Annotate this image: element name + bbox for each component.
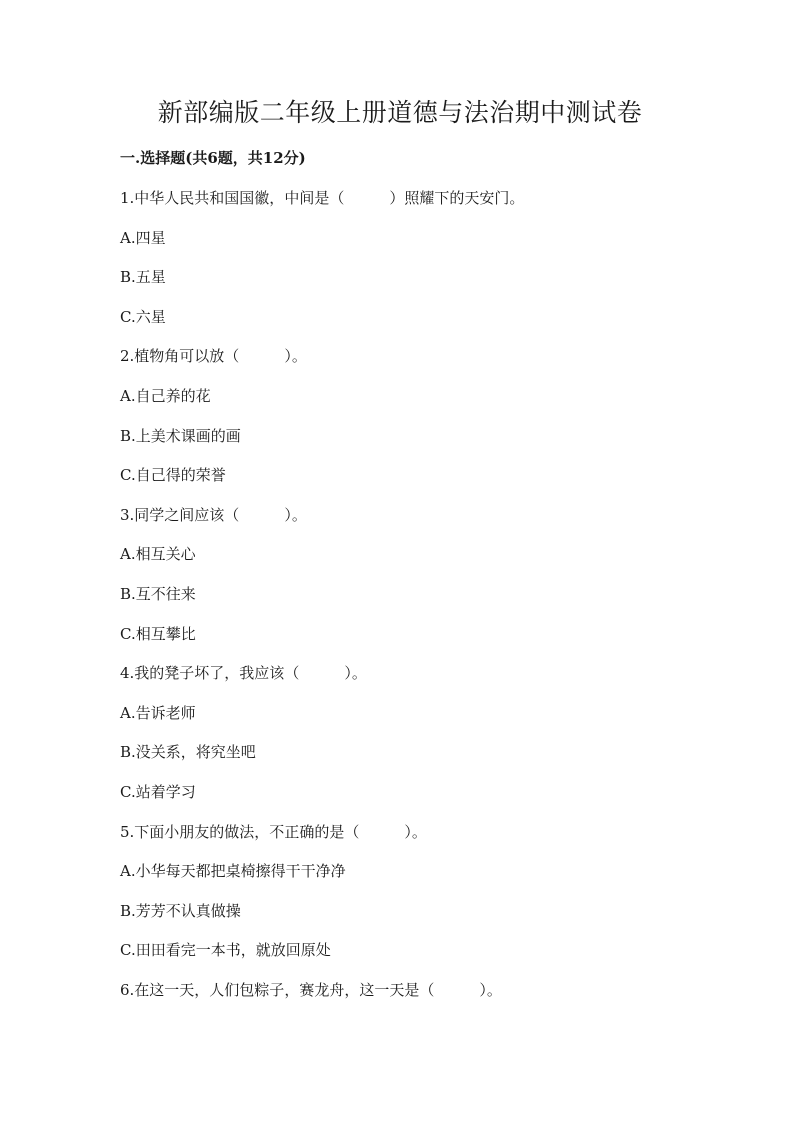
question-stem-6: 6.在这一天，人们包粽子，赛龙舟，这一天是（ ）。 [120, 980, 502, 999]
question-stem-5: 5.下面小朋友的做法，不正确的是（ ）。 [120, 822, 427, 841]
question-stem-4: 4.我的凳子坏了，我应该（ ）。 [120, 664, 367, 683]
question-stem-2: 2.植物角可以放（ ）。 [120, 347, 307, 366]
option-4a: A.告诉老师 [120, 703, 196, 722]
option-5a: A.小华每天都把桌椅擦得干干净净 [120, 862, 346, 881]
option-3b: B.互不往来 [120, 584, 196, 603]
option-3c: C.相互攀比 [120, 624, 196, 643]
option-1b: B.五星 [120, 268, 166, 287]
option-2c: C.自己得的荣誉 [120, 466, 226, 485]
option-5b: B.芳芳不认真做操 [120, 901, 241, 920]
question-stem-3: 3.同学之间应该（ ）。 [120, 505, 307, 524]
option-3a: A.相互关心 [120, 545, 196, 564]
option-1c: C.六星 [120, 307, 166, 326]
question-stem-1: 1.中华人民共和国国徽，中间是（ ）照耀下的天安门。 [120, 189, 525, 207]
option-4b: B.没关系，将究坐吧 [120, 743, 256, 762]
section-heading: 一.选择题(共6题，共12分) [120, 149, 306, 167]
option-2b: B.上美术课画的画 [120, 426, 241, 445]
option-1a: A.四星 [120, 228, 166, 247]
option-4c: C.站着学习 [120, 782, 196, 801]
question-list [120, 186, 720, 1017]
page-title: 新部编版二年级上册道德与法治期中测试卷 [157, 98, 643, 127]
option-5c: C.田田看完一本书，就放回原处 [120, 941, 331, 960]
option-2a: A.自己养的花 [120, 386, 211, 405]
